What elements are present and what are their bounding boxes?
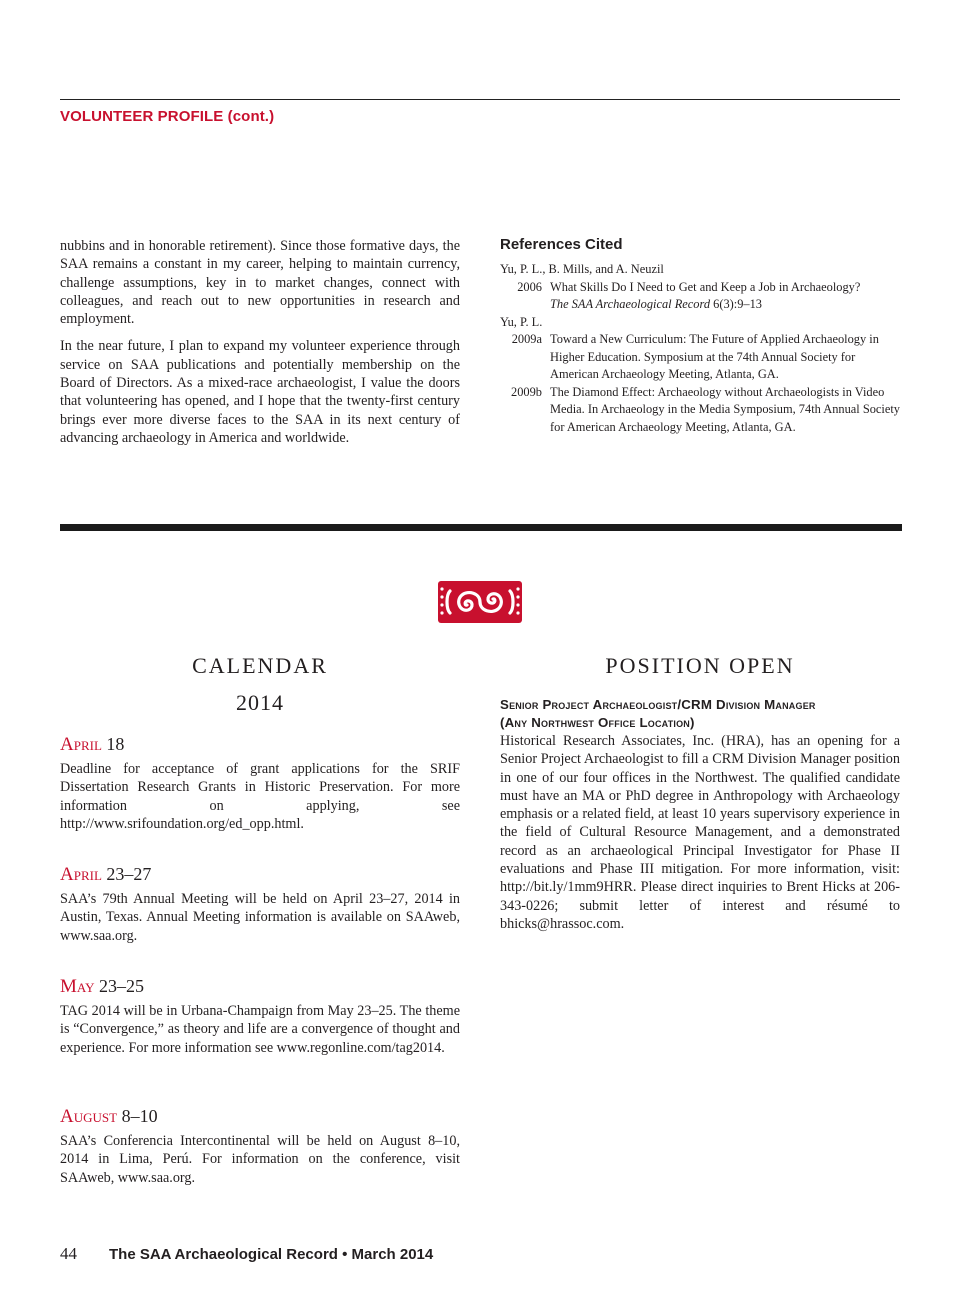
reference-year: 2009a [511,332,542,346]
calendar-event [60,733,460,833]
reference-journal: The SAA Archaeological Record [550,297,711,311]
publication-info: The SAA Archaeological Record • March 2014 [109,1246,434,1263]
event-date [60,863,460,886]
reference-year: 2006 [517,279,542,294]
profile-paragraph: In the near future, I plan to expand my volunteer experience through service on SAA publications and potentially membership on the Board of Directors. As a mixed-race archaeologist, I value the doors that volunteering has opened, and I hope that the twenty-first century brings ever more diverse faces to the SAA in its next century of advancing archaeology in America and worldwide. [60,338,460,446]
event-month: August [60,1106,118,1127]
reference-entry [500,279,900,314]
calendar-year: 2014 [236,690,284,715]
position-location: (Any Northwest Office Location) [500,715,695,730]
event-month: April [60,734,102,755]
event-date [60,1105,460,1128]
reference-text: The Diamond Effect: Archaeology without Archaeologists in Video Media. In Archaeology in the Media Symposium, 74th Annual Society for American Archaeology Meeting, Atlanta, GA. [550,384,900,434]
calendar-event [60,863,460,945]
event-days: 23–27 [106,864,152,884]
event-month: April [60,864,102,885]
references-cited [500,236,900,436]
event-description: Deadline for acceptance of grant applications for the SRIF Dissertation Research Grants in Historic Preservation. For more information on applying, see http://www.srifoundation.org/ed_opp.html. [60,761,460,832]
reference-text: Toward a New Curriculum: The Future of Applied Archaeology in Higher Education. Symposium at the 74th Annual Society for American Archaeology Meeting, Atlanta, GA. [550,332,879,381]
position-open-title: POSITION OPEN [605,653,795,678]
event-days: 8–10 [121,1106,158,1126]
profile-paragraph: nubbins and in honorable retirement). Since those formative days, the SAA remains a constant in my career, helping to maintain currency, challenge assumptions, key in to market changes, connect with colleagues, and reach out to new opportunities in research and employment. [60,238,460,328]
reference-author: Yu, P. L., B. Mills, and A. Neuzil [500,262,664,276]
reference-entry [500,331,900,384]
top-rule [60,99,900,100]
calendar-event [60,975,460,1057]
references-title: References Cited [500,236,623,253]
event-description: SAA’s 79th Annual Meeting will be held on April 23–27, 2014 in Austin, Texas. Annual Meeting information is available on SAAweb, www.saa.org. [60,891,460,944]
event-description: SAA’s Conferencia Intercontinental will be held on August 8–10, 2014 in Lima, Perú. For information on the conference, visit SAAweb, www.saa.org. [60,1133,460,1186]
event-date [60,975,460,998]
section-label: VOLUNTEER PROFILE (cont.) [60,108,275,125]
position-description: Historical Research Associates, Inc. (HRA), has an opening for a Senior Project Archaeologist to fill a CRM Division Manager position in one of our four offices in the Northwest. The qualified candidate must have an MA or PhD degree in Anthropology with Archaeology emphasis or a related field, at least 10 years supervisory experience in the field of Cultural Resource Management, and a demonstrated record as an archaeological Principal Investigator for Phase II evaluations and Phase III mitigation. For more information, visit: http://bit.ly/1mm9HRR. Please direct inquiries to Brent Hicks at 206-343-0226; submit letter of interest and résumé to bhicks@hrassoc.com. [500,733,900,932]
event-date [60,733,460,756]
section-divider [60,524,902,531]
event-description: TAG 2014 will be in Urbana-Champaign from May 23–25. The theme is “Convergence,” as theory and life are a convergence of thought and experience. For more information see www.regonline.com/tag2014. [60,1003,460,1056]
reference-year: 2009b [511,384,542,399]
page-footer [60,1244,433,1264]
reference-citation: 6(3):9–13 [713,297,762,311]
reference-text: What Skills Do I Need to Get and Keep a Job in Archaeology? [550,279,861,294]
profile-text [60,237,460,456]
event-month: May [60,976,95,997]
calendar-event [60,1105,460,1187]
calendar-title: CALENDAR [192,653,328,678]
position-heading: Senior Project Archaeologist/CRM Division Manager [500,697,816,712]
reference-entry [500,384,900,437]
red-scroll-ornament-icon [438,581,522,623]
event-days: 23–25 [98,976,144,996]
position-listing [500,696,900,933]
reference-author: Yu, P. L. [500,314,543,329]
event-days: 18 [106,734,125,754]
page-number: 44 [60,1244,77,1263]
